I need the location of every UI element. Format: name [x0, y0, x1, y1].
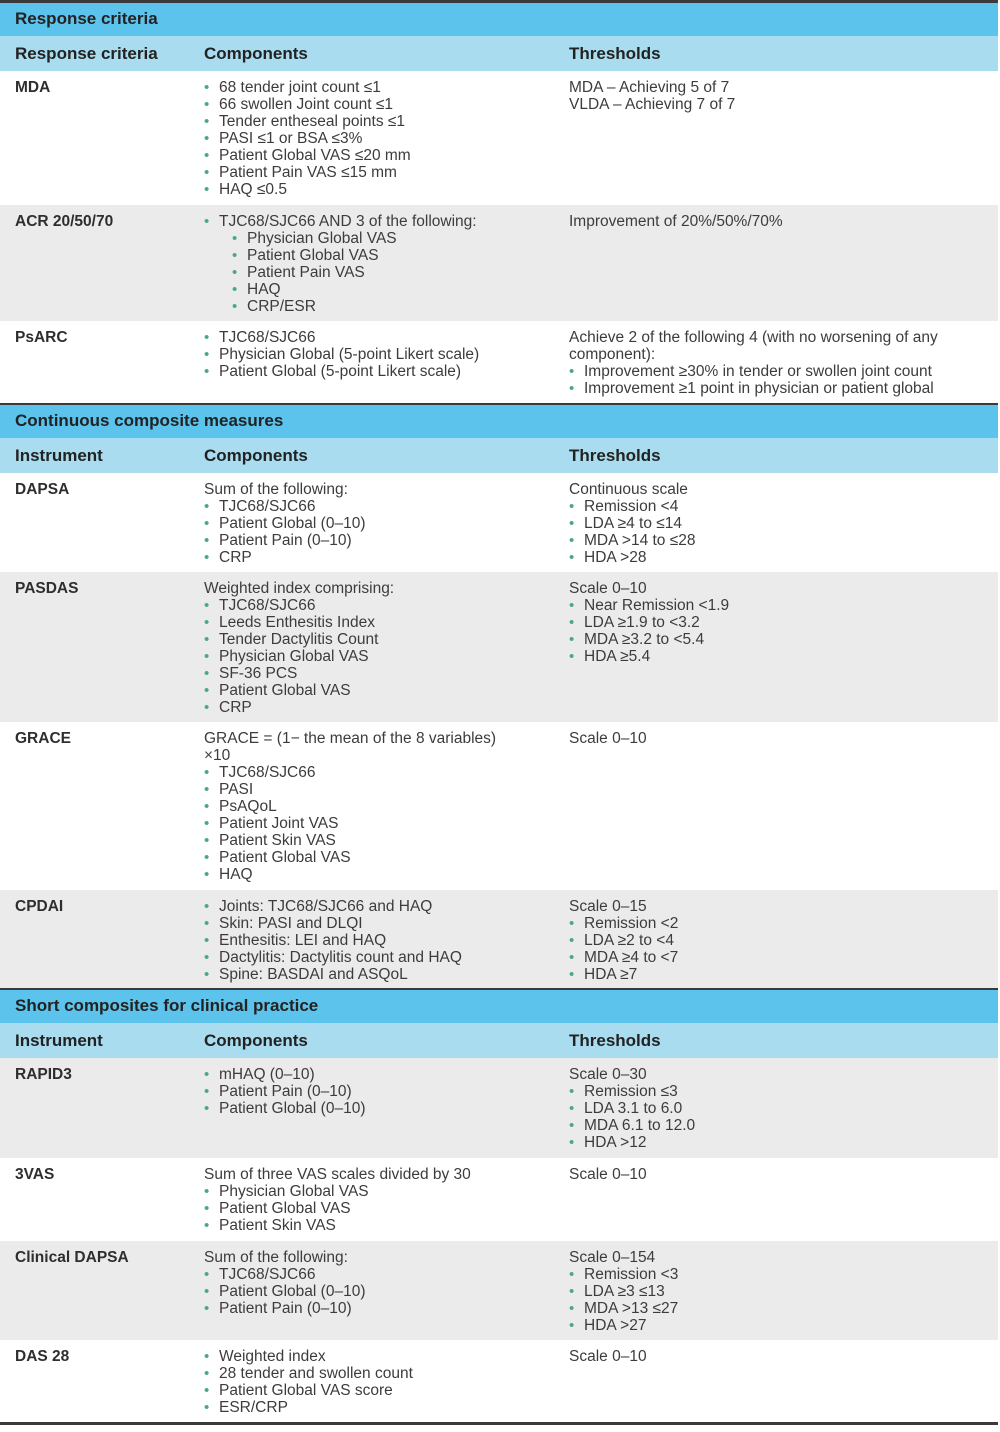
threshold-intro: Scale 0–10 — [569, 580, 647, 597]
row-label: PsARC — [15, 329, 68, 346]
column-header-criteria: Response criteria — [15, 43, 158, 63]
section-title-response-criteria: Response criteria — [0, 3, 998, 36]
threshold-intro: Scale 0–10 — [569, 1166, 647, 1183]
components-intro: GRACE = (1− the mean of the 8 variables) — [204, 730, 497, 747]
components-list — [204, 1348, 569, 1416]
list-item: • Remission <3 — [569, 1266, 978, 1283]
list-item: • TJC68/SJC66 — [204, 597, 569, 614]
thresholds-list — [569, 597, 978, 665]
thresholds-cell — [569, 1249, 998, 1340]
list-item: • LDA ≥2 to <4 — [569, 932, 978, 949]
list-item: • SF-36 PCS — [204, 665, 569, 682]
list-item: • HDA ≥7 — [569, 966, 978, 983]
list-item: • LDA 3.1 to 6.0 — [569, 1100, 978, 1117]
list-item: • Enthesitis: LEI and HAQ — [204, 932, 569, 949]
thresholds-cell — [569, 1166, 998, 1241]
components-list — [204, 597, 569, 716]
list-item: • Tender entheseal points ≤1 — [204, 113, 569, 130]
list-item: • Joints: TJC68/SJC66 and HAQ — [204, 898, 569, 915]
threshold-intro: Achieve 2 of the following 4 (with no worsening of any component): — [569, 329, 938, 363]
thresholds-cell — [569, 481, 998, 572]
list-item: • Patient Global (5-point Likert scale) — [204, 363, 569, 380]
list-item: • Tender Dactylitis Count — [204, 631, 569, 648]
table-row-rapid3 — [0, 1058, 998, 1158]
list-item: • TJC68/SJC66 — [204, 498, 569, 515]
list-item: • MDA >14 to ≤28 — [569, 532, 978, 549]
row-label: GRACE — [15, 730, 71, 747]
list-item: • Skin: PASI and DLQI — [204, 915, 569, 932]
list-item: • HAQ ≤0.5 — [204, 181, 569, 198]
list-item: • Physician Global VAS — [204, 648, 569, 665]
components-cell — [204, 730, 569, 890]
table-bottom-border — [0, 1422, 998, 1425]
column-header-components: Components — [204, 1030, 308, 1050]
list-item: • CRP — [204, 699, 569, 716]
components-cell — [204, 1249, 569, 1340]
thresholds-cell — [569, 329, 998, 403]
list-item: • LDA ≥4 to ≤14 — [569, 515, 978, 532]
components-list — [204, 764, 569, 883]
components-list — [204, 213, 569, 230]
list-item: • Near Remission <1.9 — [569, 597, 978, 614]
table-row-pasdas — [0, 572, 998, 722]
table-row-das28 — [0, 1340, 998, 1422]
table-row-dapsa — [0, 473, 998, 572]
components-list — [204, 498, 569, 566]
list-item: • Patient Joint VAS — [204, 815, 569, 832]
components-list — [204, 1183, 569, 1234]
list-item: • Patient Skin VAS — [204, 1217, 569, 1234]
list-item: • 66 swollen Joint count ≤1 — [204, 96, 569, 113]
list-item: • LDA ≥1.9 to <3.2 — [569, 614, 978, 631]
list-item: • MDA ≥4 to <7 — [569, 949, 978, 966]
threshold-intro: Scale 0–10 — [569, 1348, 647, 1365]
components-cell — [204, 79, 569, 205]
list-item: • Remission ≤3 — [569, 1083, 978, 1100]
thresholds-cell — [569, 730, 998, 890]
components-intro: Sum of the following: — [204, 481, 348, 498]
list-item: • MDA >13 ≤27 — [569, 1300, 978, 1317]
section-title-short-composites: Short composites for clinical practice — [0, 990, 998, 1023]
components-list — [204, 1266, 569, 1317]
list-item: • Remission <4 — [569, 498, 978, 515]
threshold-line: Improvement of 20%/50%/70% — [569, 213, 783, 230]
thresholds-list — [569, 363, 978, 397]
components-intro: Sum of the following: — [204, 1249, 348, 1266]
list-item: • HDA >27 — [569, 1317, 978, 1334]
list-item: • HAQ — [204, 866, 569, 883]
list-item: • HAQ — [204, 281, 569, 298]
list-item: • Physician Global VAS — [204, 1183, 569, 1200]
list-item: • PASI — [204, 781, 569, 798]
table-row-cpdai — [0, 890, 998, 988]
column-header-row — [0, 36, 998, 71]
row-label: 3VAS — [15, 1166, 55, 1183]
list-item: • Patient Global (0–10) — [204, 1100, 569, 1117]
threshold-line: MDA – Achieving 5 of 7 — [569, 79, 730, 96]
list-item: • Spine: BASDAI and ASQoL — [204, 966, 569, 983]
table-row-mda — [0, 71, 998, 205]
list-item: • CRP/ESR — [204, 298, 569, 315]
components-cell — [204, 329, 569, 403]
row-label: RAPID3 — [15, 1066, 72, 1083]
components-cell — [204, 580, 569, 722]
thresholds-cell — [569, 79, 998, 205]
row-label: ACR 20/50/70 — [15, 213, 114, 230]
threshold-intro: Scale 0–15 — [569, 898, 647, 915]
table-row-acr — [0, 205, 998, 321]
list-item: • Patient Global VAS — [204, 682, 569, 699]
list-item: • HDA >12 — [569, 1134, 978, 1151]
thresholds-cell — [569, 1066, 998, 1158]
list-item: • Improvement ≥30% in tender or swollen joint count — [569, 363, 978, 380]
list-item: • MDA ≥3.2 to <5.4 — [569, 631, 978, 648]
thresholds-cell — [569, 1348, 998, 1422]
thresholds-list — [569, 1266, 978, 1334]
thresholds-list — [569, 1083, 978, 1151]
threshold-intro: Continuous scale — [569, 481, 688, 498]
column-header-thresholds: Thresholds — [569, 43, 661, 63]
list-item: • Patient Global VAS ≤20 mm — [204, 147, 569, 164]
table-row-psarc — [0, 321, 998, 403]
column-header-thresholds: Thresholds — [569, 445, 661, 465]
row-label: DAS 28 — [15, 1348, 70, 1365]
components-list — [204, 79, 569, 198]
column-header-components: Components — [204, 445, 308, 465]
list-item: • Patient Global VAS score — [204, 1382, 569, 1399]
threshold-intro: Scale 0–154 — [569, 1249, 656, 1266]
list-item: • Patient Global VAS — [204, 1200, 569, 1217]
list-item: • Patient Global (0–10) — [204, 1283, 569, 1300]
components-list — [204, 898, 569, 983]
row-label: PASDAS — [15, 580, 79, 597]
components-list — [204, 329, 569, 380]
row-label: CPDAI — [15, 898, 64, 915]
column-header-components: Components — [204, 43, 308, 63]
column-header-row — [0, 438, 998, 473]
list-item: • HDA ≥5.4 — [569, 648, 978, 665]
column-header-row — [0, 1023, 998, 1058]
row-label: DAPSA — [15, 481, 70, 498]
threshold-line: VLDA – Achieving 7 of 7 — [569, 96, 736, 113]
list-item: • Patient Pain (0–10) — [204, 532, 569, 549]
list-item: • Leeds Enthesitis Index — [204, 614, 569, 631]
threshold-intro: Scale 0–30 — [569, 1066, 647, 1083]
thresholds-cell — [569, 213, 998, 321]
list-item: • TJC68/SJC66 — [204, 764, 569, 781]
components-cell — [204, 481, 569, 572]
list-item: • Physician Global (5-point Likert scale) — [204, 346, 569, 363]
list-item: • Patient Pain VAS — [204, 264, 569, 281]
components-intro-continued: ×10 — [204, 747, 231, 764]
list-item: • ESR/CRP — [204, 1399, 569, 1416]
list-item: • Patient Global VAS — [204, 849, 569, 866]
section-title-continuous-composite: Continuous composite measures — [0, 405, 998, 438]
list-item: • Weighted index — [204, 1348, 569, 1365]
threshold-intro: Scale 0–10 — [569, 730, 647, 747]
list-item: • PASI ≤1 or BSA ≤3% — [204, 130, 569, 147]
list-item: • 28 tender and swollen count — [204, 1365, 569, 1382]
list-item: • Patient Global VAS — [204, 247, 569, 264]
list-item: • Dactylitis: Dactylitis count and HAQ — [204, 949, 569, 966]
list-item: • Patient Pain (0–10) — [204, 1083, 569, 1100]
row-label: MDA — [15, 79, 51, 96]
list-item: • Improvement ≥1 point in physician or patient global — [569, 380, 978, 397]
column-header-thresholds: Thresholds — [569, 1030, 661, 1050]
list-item: • Physician Global VAS — [204, 230, 569, 247]
thresholds-list — [569, 498, 978, 566]
list-item: • LDA ≥3 ≤13 — [569, 1283, 978, 1300]
column-header-instrument: Instrument — [15, 445, 103, 465]
list-item: • TJC68/SJC66 AND 3 of the following: — [204, 213, 569, 230]
list-item: • MDA 6.1 to 12.0 — [569, 1117, 978, 1134]
list-item: • mHAQ (0–10) — [204, 1066, 569, 1083]
list-item: • HDA >28 — [569, 549, 978, 566]
components-intro: Sum of three VAS scales divided by 30 — [204, 1166, 471, 1183]
components-cell — [204, 1066, 569, 1158]
thresholds-cell — [569, 580, 998, 722]
table-row-clinical-dapsa — [0, 1241, 998, 1340]
components-cell — [204, 1166, 569, 1241]
components-cell — [204, 213, 569, 321]
table-row-3vas — [0, 1158, 998, 1241]
components-list — [204, 1066, 569, 1117]
list-item: • CRP — [204, 549, 569, 566]
list-item: • TJC68/SJC66 — [204, 329, 569, 346]
components-sublist — [204, 230, 569, 315]
table-row-grace — [0, 722, 998, 890]
thresholds-list — [569, 915, 978, 983]
components-cell — [204, 898, 569, 988]
row-label: Clinical DAPSA — [15, 1249, 129, 1266]
components-intro: Weighted index comprising: — [204, 580, 395, 597]
thresholds-cell — [569, 898, 998, 988]
list-item: • Remission <2 — [569, 915, 978, 932]
list-item: • TJC68/SJC66 — [204, 1266, 569, 1283]
list-item: • Patient Global (0–10) — [204, 515, 569, 532]
list-item: • PsAQoL — [204, 798, 569, 815]
column-header-instrument: Instrument — [15, 1030, 103, 1050]
list-item: • Patient Pain (0–10) — [204, 1300, 569, 1317]
components-cell — [204, 1348, 569, 1422]
list-item: • Patient Pain VAS ≤15 mm — [204, 164, 569, 181]
list-item: • Patient Skin VAS — [204, 832, 569, 849]
list-item: • 68 tender joint count ≤1 — [204, 79, 569, 96]
